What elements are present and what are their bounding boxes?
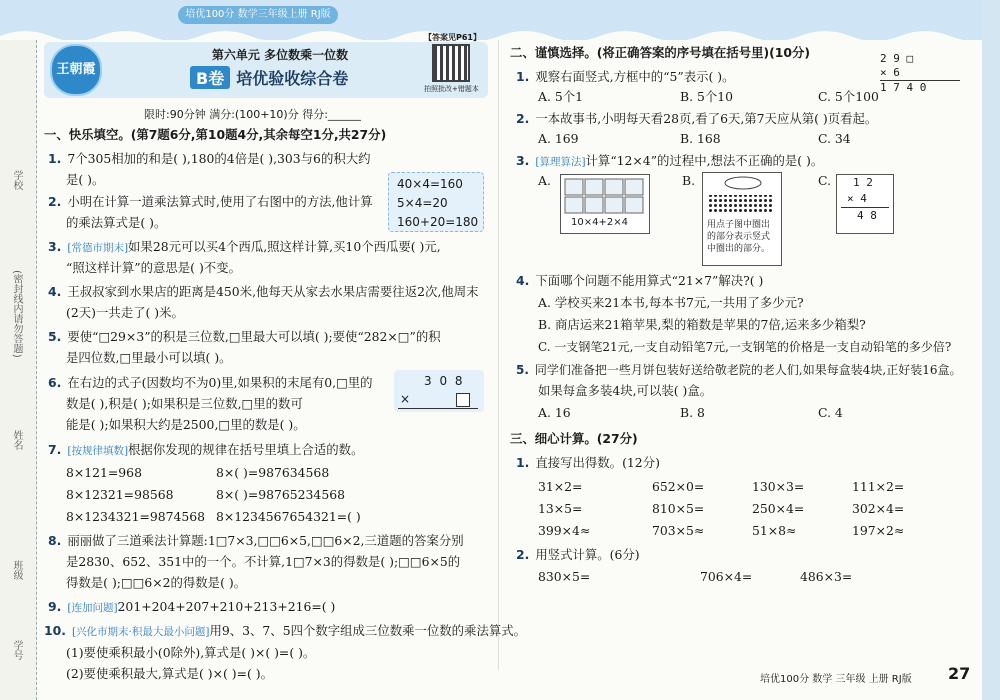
calc-item: 652×0= — [652, 479, 705, 494]
q6-line-c: 能是( );如果积大约是2500,□里的数是( )。 — [66, 417, 306, 432]
page-number: 27 — [948, 664, 971, 683]
q8-line-b: 是2830、652、351中的一个。不计算,1□7×3的得数是( );□□6×5的 — [66, 554, 461, 569]
vcalc-row: × 6 — [880, 66, 900, 79]
s2-q3-option-c-card[interactable] — [836, 174, 894, 234]
calc-item: 302×4= — [852, 501, 905, 516]
form-blank-box[interactable] — [456, 392, 470, 407]
s2-q4-option-a[interactable]: A. 学校买来21本书,每本书7元,一共用了多少元? — [538, 295, 804, 310]
q9-line: 9. [连加问题]201+204+207+210+213+216=( ) — [48, 599, 336, 614]
q10-part-1: (1)要使乘积最小(0除外),算式是( )×( )=( )。 — [66, 645, 316, 660]
volume-tag: B卷 — [190, 66, 230, 89]
calc-item: 111×2= — [852, 479, 905, 494]
qr-caption: 拍照批改+错题本 — [424, 85, 479, 93]
calc-item: 250×4= — [752, 501, 805, 516]
vcalc-row: 1 7 4 0 — [880, 80, 960, 95]
brand-logo: 王朝霞 — [50, 44, 102, 96]
vertical-calc-q1 — [880, 52, 960, 95]
s2-q2-option-a[interactable]: A. 169 — [538, 131, 579, 146]
s2-q3-label-c[interactable]: C. — [818, 173, 831, 188]
q1-line-b: 是( )。 — [66, 172, 105, 187]
exam-meta: 限时:90分钟 满分:(100+10)分 得分:______ — [144, 108, 361, 121]
binding-margin — [0, 40, 37, 700]
vcalc-row: 2 9 □ — [880, 52, 914, 65]
section-1-title: 一、快乐填空。(第7题6分,第10题4分,其余每空1分,共27分) — [44, 127, 387, 142]
s2-q1-option-b[interactable]: B. 5个10 — [680, 89, 734, 104]
q5-line-b: 是四位数,□里最小可以填( )。 — [66, 350, 232, 365]
s2-q4-option-c[interactable]: C. 一支钢笔21元,一支自动铅笔7元,一支钢笔的价格是一支自动铅笔的多少倍? — [538, 340, 952, 354]
vcalc-row: 4 8 — [841, 207, 889, 224]
q10-line: 10. [兴化市期末·积最大最小问题]用9、3、7、5四个数字组成三位数乘一位数的乘法算式。 — [44, 623, 527, 638]
binding-name: 姓名 — [11, 430, 22, 450]
q7-line: 7. [按规律填数]根据你发现的规律在括号里填上合适的数。 — [48, 442, 364, 457]
s2-q5-option-a[interactable]: A. 16 — [538, 405, 571, 420]
method-box — [388, 172, 484, 232]
method-line: 40×4=160 — [397, 177, 463, 191]
top-strip: 培优100分 数学三年级上册 RJ版 — [178, 6, 338, 24]
s2-q1-option-a[interactable]: A. 5个1 — [538, 89, 583, 104]
q2-line-b: 的乘法算式是( )。 — [66, 215, 167, 230]
answer-reference: 【答案见P61】 — [424, 33, 481, 42]
volume-title — [190, 66, 348, 89]
s2-q5-line-b: 如果每盒多装4块,可以装( )盒。 — [538, 383, 713, 398]
s2-q4-option-b[interactable]: B. 商店运来21箱苹果,梨的箱数是苹果的7倍,运来多少箱梨? — [538, 317, 866, 332]
calc-item: 399×4≈ — [538, 523, 591, 538]
q2-line-a: 2. 小明在计算一道乘法算式时,使用了右图中的方法,他计算 — [48, 194, 373, 209]
binding-class: 班级 — [11, 560, 22, 580]
s2-q5-line-a: 5. 同学们准备把一些月饼包装好送给敬老院的老人们,如果每盒装4块,正好装16盒。 — [516, 363, 962, 377]
s2-q3-option-a-caption: 10×4+2×4 — [571, 217, 628, 228]
q7-row2-b: 8×( )=98765234568 — [216, 487, 345, 502]
s2-q2-option-c[interactable]: C. 34 — [818, 131, 851, 146]
s3-q1: 1. 直接写出得数。(12分) — [516, 455, 660, 470]
calc-item: 13×5= — [538, 501, 583, 516]
q6-line-a: 6. 在右边的式子(因数均不为0)里,如果积的末尾有0,□里的 — [48, 375, 373, 390]
binding-notice: (密封线内请勿答题) — [11, 270, 22, 358]
q5-line-a: 5. 要使“□29×3”的积是三位数,□里最大可以填( );要使“282×□”的积 — [48, 329, 441, 344]
form-top: 3 0 8 — [424, 374, 465, 388]
q10-part-2: (2)要使乘积最大,算式是( )×( )=( )。 — [66, 666, 273, 681]
method-line: 5×4=20 — [397, 196, 448, 210]
q3-line-a: 3. [常德市期末]如果28元可以买4个西瓜,照这样计算,买10个西瓜要( )元, — [48, 239, 441, 254]
s2-q2: 2. 一本故事书,小明每天看28页,看了6天,第7天应从第( )页看起。 — [516, 111, 878, 126]
dot-array-icon — [703, 173, 781, 217]
s2-q3-option-b-card[interactable] — [702, 172, 782, 266]
s2-q3-label-b[interactable]: B. — [682, 173, 696, 188]
page-footer: 培优100分 数学 三年级 上册 RJ版 — [760, 674, 912, 685]
s2-q3: 3. [算理算法]计算“12×4”的过程中,想法不正确的是( )。 — [516, 153, 824, 168]
q7-row2-a: 8×12321=98568 — [66, 487, 174, 502]
calc-item: 197×2≈ — [852, 523, 905, 538]
s2-q3-label-a[interactable]: A. — [538, 173, 551, 188]
s2-q5-option-c[interactable]: C. 4 — [818, 405, 843, 420]
q4-line-a: 4. 王叔叔家到水果店的距离是450米,他每天从家去水果店需要往返2次,他周末 — [48, 284, 479, 299]
calc-item: 51×8≈ — [752, 523, 797, 538]
s2-q4: 4. 下面哪个问题不能用算式“21×7”解决?( ) — [516, 273, 764, 288]
q6-line-b: 数是( ),积是( );如果积是三位数,□里的数可 — [66, 396, 303, 411]
q3-line-b: “照这样计算”的意思是( )不变。 — [66, 260, 241, 275]
s2-q2-option-b[interactable]: B. 168 — [680, 131, 721, 146]
section-3-title: 三、细心计算。(27分) — [510, 431, 638, 446]
vertical-calc-item: 706×4= — [700, 569, 753, 584]
form-operator: × — [400, 392, 411, 406]
vertical-calc-item: 830×5= — [538, 569, 591, 584]
q1-line-a: 1. 7个305相加的和是( ),180的4倍是( ),303与6的积大约 — [48, 151, 371, 166]
vcalc-row: 1 2 — [853, 176, 873, 189]
right-edge-decoration — [982, 0, 1000, 700]
column-divider — [498, 40, 499, 670]
s2-q3-option-a-card[interactable] — [560, 174, 650, 234]
s2-q1: 1. 观察右面竖式,方框中的“5”表示( )。 — [516, 69, 735, 84]
form-rule — [398, 408, 478, 409]
qr-code[interactable] — [432, 44, 470, 82]
vcalc-row: × 4 — [847, 192, 867, 205]
calc-item: 810×5= — [652, 501, 705, 516]
binding-number: 学号 — [11, 640, 22, 660]
vertical-calc-item: 486×3= — [800, 569, 853, 584]
s3-q2: 2. 用竖式计算。(6分) — [516, 547, 640, 562]
q8-line-c: 得数是( );□□6×2的得数是( )。 — [66, 575, 247, 590]
stick-bundles-icon — [561, 175, 649, 219]
section-2-title: 二、谨慎选择。(将正确答案的序号填在括号里)(10分) — [510, 45, 811, 60]
q7-row3-b: 8×1234567654321=( ) — [216, 509, 361, 524]
multiplication-form — [394, 370, 484, 412]
s2-q3-option-b-caption: 用点子图中圈出的部分表示竖式中圈出的部分。 — [707, 220, 771, 254]
s2-q5-option-b[interactable]: B. 8 — [680, 405, 705, 420]
calc-item: 703×5≈ — [652, 523, 705, 538]
q4-line-b: (2天)一共走了( )米。 — [66, 305, 184, 320]
q7-row1-a: 8×121=968 — [66, 465, 142, 480]
binding-school: 学校 — [11, 170, 22, 190]
unit-title: 第六单元 多位数乘一位数 — [211, 48, 349, 62]
q8-line-a: 8. 丽丽做了三道乘法计算题:1□7×3,□□6×5,□□6×2,三道题的答案分别 — [48, 533, 464, 548]
q7-row1-b: 8×( )=987634568 — [216, 465, 330, 480]
calc-item: 31×2= — [538, 479, 583, 494]
q7-row3-a: 8×1234321=9874568 — [66, 509, 206, 524]
method-line: 160+20=180 — [397, 215, 479, 229]
s2-q1-option-c[interactable]: C. 5个100 — [818, 89, 879, 104]
volume-name: 培优验收综合卷 — [236, 69, 349, 88]
calc-item: 130×3= — [752, 479, 805, 494]
